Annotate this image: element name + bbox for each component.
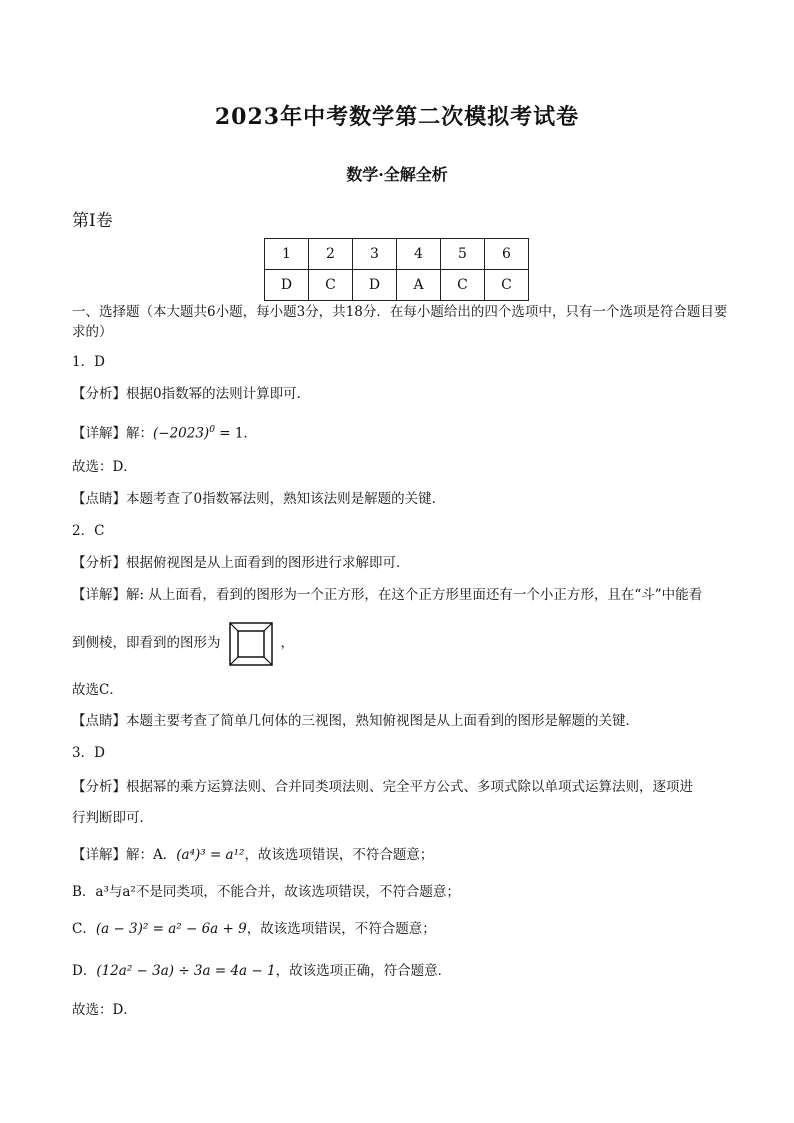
answer-letter-cell: A — [397, 270, 441, 301]
q1-detail-exp: 0 — [209, 425, 215, 435]
answer-letter-cell: D — [265, 270, 309, 301]
q3-analysis-line2: 行判断即可． — [72, 810, 153, 826]
q3-detail-c-rest: ，故该选项错误，不符合题意； — [246, 921, 436, 937]
q1-detail-prefix: 【详解】解： — [72, 425, 153, 442]
q3-analysis-line1: 【分析】根据幂的乘方运算法则、合并同类项法则、完全平方公式、多项式除以单项式运算法则，逐项进 — [72, 779, 693, 795]
q3-detail-c-expr: (a − 3)² = a² − 6a + 9 — [95, 921, 247, 937]
volume-label: 第Ⅰ卷 — [72, 211, 113, 231]
page-subtitle: 数学·全解全析 — [346, 165, 448, 184]
q3-detail-c — [72, 919, 436, 939]
q1-detail — [72, 420, 257, 444]
q1-detail-expr: (−2023) — [153, 425, 210, 442]
answer-number-cell: 3 — [353, 239, 397, 270]
q1-detail-rest: = 1． — [214, 425, 257, 442]
q2-detail-line1: 【详解】解: 从上面看，看到的图形为一个正方形，在这个正方形里面还有一个小正方形，且在“斗”中能看 — [72, 587, 703, 603]
answer-letter-cell: C — [485, 270, 529, 301]
q3-number: 3．D — [72, 745, 105, 761]
answer-letter-cell: C — [441, 270, 485, 301]
q3-detail-d-prefix: D． — [72, 963, 97, 979]
q3-detail-d-rest: ，故该选项正确，符合题意． — [275, 963, 452, 979]
top-view-figure — [229, 622, 273, 666]
q3-detail-a-expr: (a⁴)³ = a¹² — [176, 847, 245, 863]
answer-letter-cell: D — [353, 270, 397, 301]
answer-number-cell: 5 — [441, 239, 485, 270]
q3-detail-a-rest: ，故该选项错误，不符合题意； — [244, 847, 434, 863]
q1-number: 1．D — [72, 354, 105, 370]
answer-number-cell: 4 — [397, 239, 441, 270]
section-header: 一、选择题（本大题共6小题，每小题3分，共18分．在每小题给出的四个选项中，只有一个选项是符合题目要求的） — [72, 304, 728, 340]
q2-number: 2．C — [72, 523, 105, 539]
q2-detail-line2 — [72, 621, 294, 666]
q2-detail-line2-a: 到侧棱，即看到的图形为 — [72, 635, 221, 651]
q1-comment: 【点睛】本题考查了0指数幂法则，熟知该法则是解题的关键． — [72, 491, 446, 507]
q2-detail-line2-b: ， — [280, 635, 294, 651]
q2-analysis: 【分析】根据俯视图是从上面看到的图形进行求解即可． — [72, 555, 410, 571]
page-title: 2023年中考数学第二次模拟考试卷 — [214, 104, 580, 130]
q3-choice: 故选：D． — [72, 1002, 137, 1018]
answer-number-cell: 1 — [265, 239, 309, 270]
q3-detail-d — [72, 961, 451, 981]
answer-number-cell: 6 — [485, 239, 529, 270]
answer-table — [264, 238, 529, 301]
q3-detail-d-expr: (12a² − 3a) ÷ 3a = 4a − 1 — [96, 963, 276, 979]
q3-detail-a — [72, 845, 433, 865]
answer-number-cell: 2 — [309, 239, 353, 270]
q2-choice: 故选C． — [72, 682, 123, 698]
q3-detail-b: B．a³与a²不是同类项，不能合并，故该选项错误，不符合题意； — [72, 884, 460, 900]
q2-comment: 【点睛】本题主要考查了简单几何体的三视图，熟知俯视图是从上面看到的图形是解题的关键． — [72, 713, 639, 729]
q1-choice: 故选：D． — [72, 459, 137, 475]
answer-letter-cell: C — [309, 270, 353, 301]
answer-table-numbers-row — [265, 239, 529, 270]
q3-detail-c-prefix: C． — [72, 921, 96, 937]
q1-analysis: 【分析】根据0指数幂的法则计算即可． — [72, 386, 311, 402]
answer-table-answers-row — [265, 270, 529, 301]
q3-detail-a-prefix: 【详解】解：A． — [72, 847, 177, 863]
